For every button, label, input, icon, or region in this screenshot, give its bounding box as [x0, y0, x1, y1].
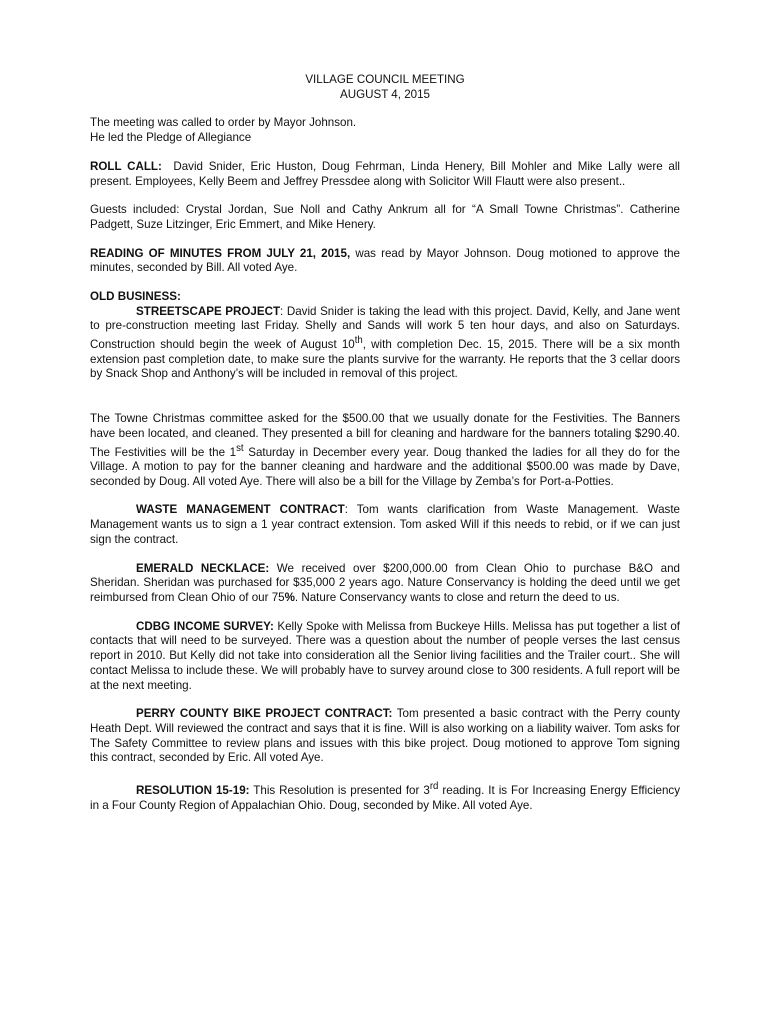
- emerald-label: EMERALD NECKLACE:: [136, 561, 270, 575]
- resolution-sup: rd: [429, 781, 439, 793]
- minutes-label: READING OF MINUTES FROM JULY 21, 2015,: [90, 246, 351, 260]
- waste-label: WASTE MANAGEMENT CONTRACT: [136, 503, 345, 517]
- meeting-date: AUGUST 4, 2015: [339, 87, 430, 101]
- document-title: VILLAGE COUNCIL MEETING: [305, 73, 465, 86]
- minutes-paragraph: [90, 247, 680, 276]
- bike-text: Tom presented a basic contract with the Perry county Heath Dept. Will reviewed the contract and says that it is fine. Will is also working on a liability waiver. Tom asks for The Safety Committee to review plans and issues with this bike project. Doug motioned to approve Tom signing this contract, seconded by Eric. All voted Aye.: [90, 707, 680, 765]
- cdbg-paragraph: [90, 620, 680, 694]
- emerald-paragraph: [90, 562, 680, 606]
- opening-line-1: The meeting was called to order by Mayor Johnson.: [90, 116, 357, 130]
- opening-line-2: He led the Pledge of Allegiance: [90, 131, 252, 145]
- christmas-text-1: The Towne Christmas committee asked for the $500.00 that we usually donate for the Festivities. The Banners have been located, and cleaned. They presented a bill for cleaning and hardware for the banners totaling $290.40. The Festivities will be the 1: [90, 412, 680, 459]
- resolution-text-2: reading. It is For Increasing Energy Efficiency in a Four County Region of Appalachian Ohio. Doug, seconded by Mike. All voted Aye.: [90, 783, 681, 812]
- guests-paragraph: Guests included: Crystal Jordan, Sue Noll and Cathy Ankrum all for “A Small Towne Christmas”. Catherine Padgett, Suze Litzinger, Eric Emmert, and Mike Henery.: [90, 203, 680, 231]
- streetscape-text-2: , with completion Dec. 15, 2015. There will be a six month extension past completion date, to make sure the plants survive for the warranty. He reports that the 3 cellar doors by Snack Shop and Anthony’s will be included in removal of this project.: [90, 338, 681, 381]
- resolution-text-1: This Resolution is presented for 3: [249, 783, 430, 797]
- roll-call-label: ROLL CALL:: [90, 159, 162, 173]
- christmas-sup: st: [236, 442, 244, 454]
- streetscape-sup: th: [354, 335, 363, 347]
- emerald-text-2: . Nature Conservancy wants to close and return the deed to us.: [294, 591, 620, 604]
- old-business-heading: OLD BUSINESS:: [90, 290, 181, 304]
- minutes-document: [90, 73, 680, 813]
- roll-call-text: David Snider, Eric Huston, Doug Fehrman, Linda Henery, Bill Mohler and Mike Lally were all present. Employees, Kelly Beem and Jeffrey Pressdee along with Solicitor Will Flautt were also present..: [90, 159, 680, 188]
- streetscape-paragraph: [90, 305, 680, 382]
- waste-paragraph: [90, 503, 680, 547]
- roll-call-paragraph: [90, 160, 680, 189]
- cdbg-text: Kelly Spoke with Melissa from Buckeye Hills. Melissa has put together a list of contacts that will need to be surveyed. There was a question about the number of people verses the last census report in 2010. But Kelly did not take into consideration all the Senior living facilities and the Trailer court.. She will contact Melissa to include these. We will probably have to survey around close to 300 residents. A full report will be at the next meeting.: [90, 619, 680, 692]
- christmas-text-2: Saturday in December every year. Doug thanked the ladies for all they do for the Village. A motion to pay for the banner cleaning and hardware and the additional $500.00 was made by Dave, seconded by Doug. All voted Aye. There will also be a bill for the Village by Zemba’s for Port-a-Potties.: [90, 445, 680, 488]
- bike-label: PERRY COUNTY BIKE PROJECT CONTRACT:: [136, 707, 393, 721]
- christmas-paragraph: [90, 412, 680, 489]
- resolution-label: RESOLUTION 15-19:: [136, 783, 250, 797]
- emerald-text-1: We received over $200,000.00 from Clean Ohio to purchase B&O and Sheridan. Sheridan was purchased for $35,000 2 years ago. Nature Conservancy is holding the deed until we get reimbursed from Clean Ohio of our 75: [90, 561, 680, 604]
- waste-text: : Tom wants clarification from Waste Management. Waste Management wants us to sign a 1 year contract extension. Tom asked Will if this needs to rebid, or if we can just sign the contract.: [90, 503, 681, 546]
- streetscape-label: STREETSCAPE PROJECT: [136, 304, 281, 318]
- cdbg-label: CDBG INCOME SURVEY:: [136, 619, 274, 633]
- emerald-percent: %: [284, 591, 295, 604]
- minutes-text: was read by Mayor Johnson. Doug motioned to approve the minutes, seconded by Bill. All voted Aye.: [90, 246, 680, 275]
- streetscape-text-1: : David Snider is taking the lead with this project. David, Kelly, and Jane went to pre-construction meeting last Friday. Shelly and Sands will work 5 ten hour days, and also on Saturdays. Construction should begin the week of August 10: [90, 304, 680, 351]
- resolution-paragraph: [90, 780, 680, 813]
- bike-paragraph: [90, 707, 680, 766]
